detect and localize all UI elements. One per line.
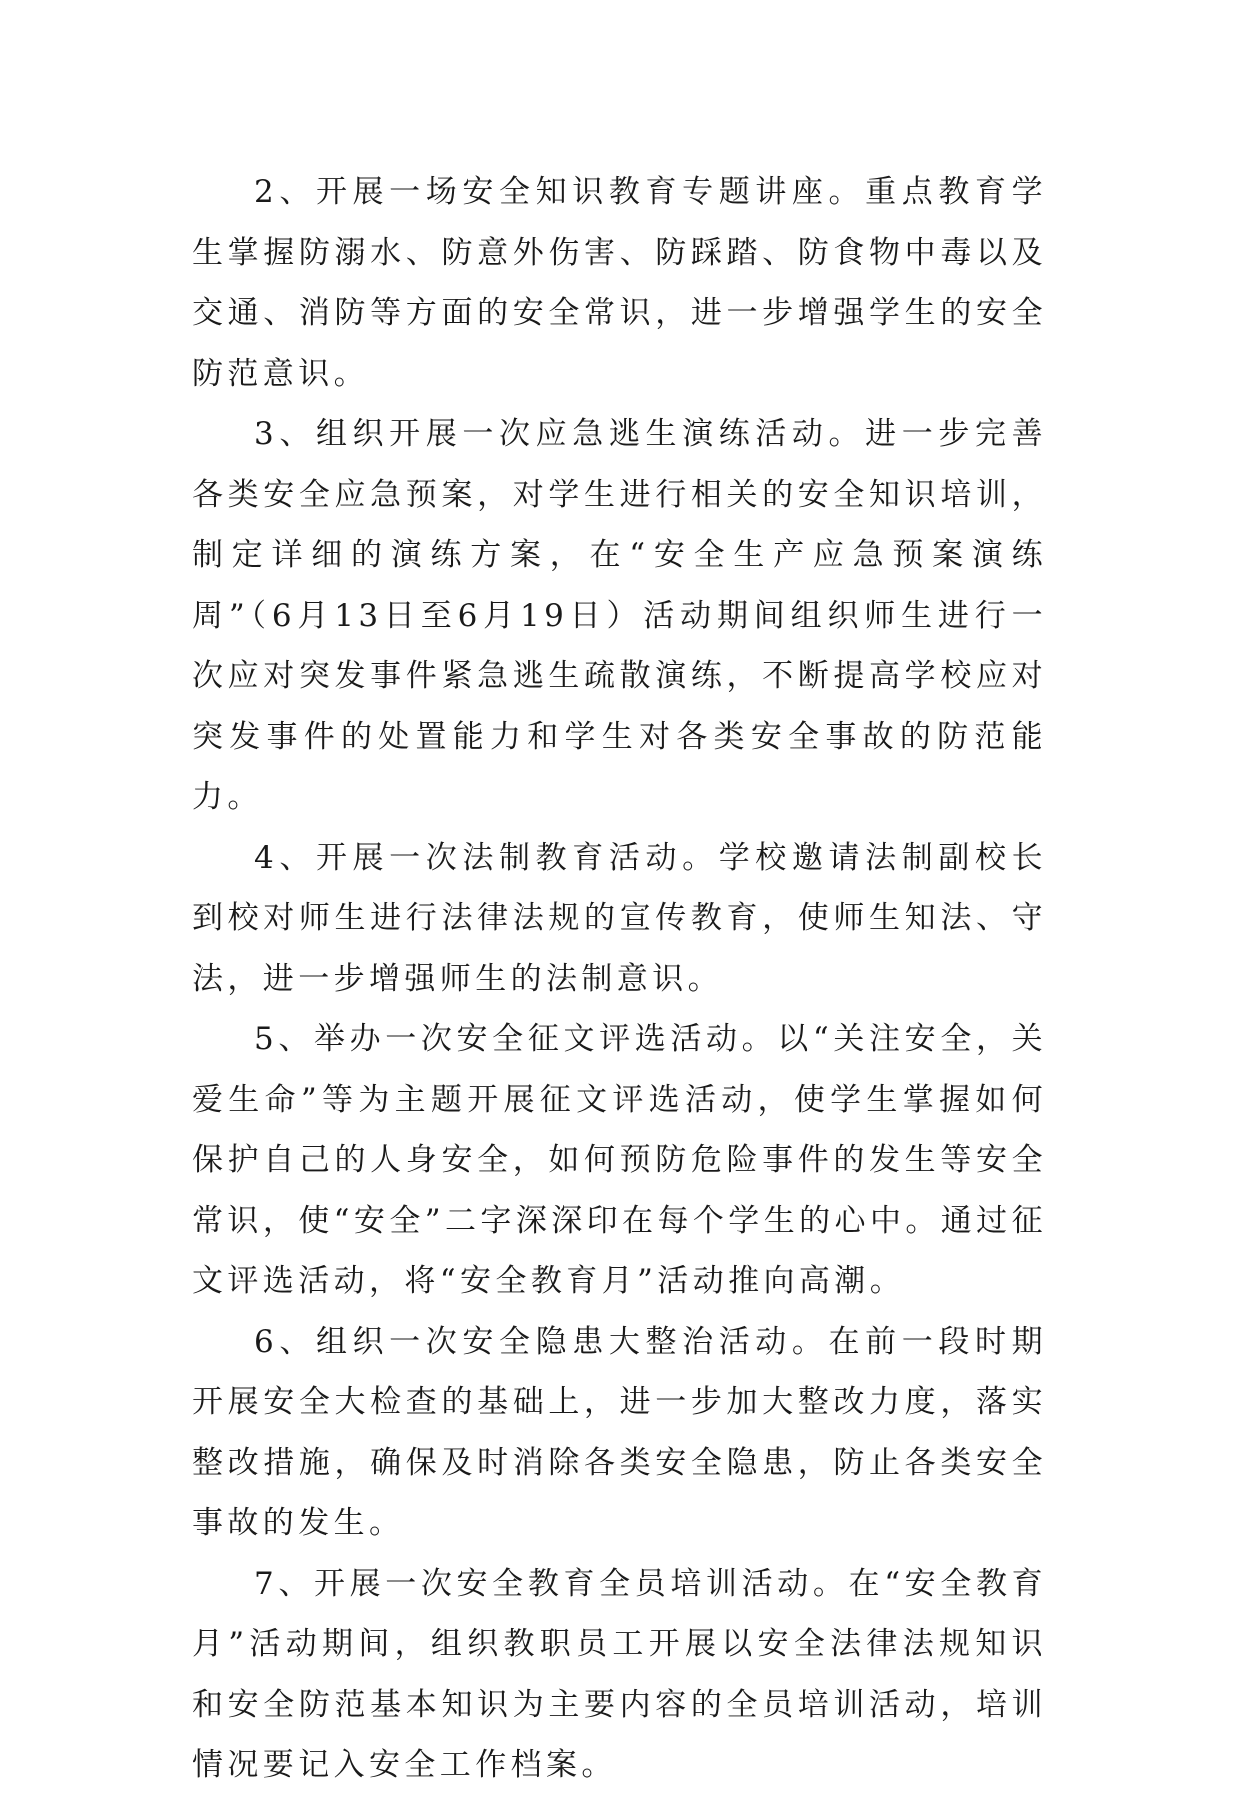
paragraph-item-5: 5、举办一次安全征文评选活动。以“关注安全，关爱生命”等为主题开展征文评选活动，使学生掌握如何保护自己的人身安全，如何预防危险事件的发生等安全常识，使“安全”二字深深印在每个学生的心中。通过征文评选活动，将“安全教育月”活动推向高潮。 (192, 1021, 1047, 1299)
paragraph-item-7: 7、开展一次安全教育全员培训活动。在“安全教育月”活动期间，组织教职员工开展以安全法律法规知识和安全防范基本知识为主要内容的全员培训活动，培训情况要记入安全工作档案。 (192, 1565, 1047, 1783)
paragraph-item-3: 3、组织开展一次应急逃生演练活动。进一步完善各类安全应急预案，对学生进行相关的安全知识培训，制定详细的演练方案，在“安全生产应急预案演练周”（6月13日至6月19日）活动期间组织师生进行一次应对突发事件紧急逃生疏散演练，不断提高学校应对突发事件的处置能力和学生对各类安全事故的防范能力。 (192, 416, 1047, 815)
paragraph-item-2: 2、开展一场安全知识教育专题讲座。重点教育学生掌握防溺水、防意外伤害、防踩踏、防食物中毒以及交通、消防等方面的安全常识，进一步增强学生的安全防范意识。 (192, 174, 1047, 392)
paragraph-item-6: 6、组织一次安全隐患大整治活动。在前一段时期开展安全大检查的基础上，进一步加大整改力度，落实整改措施，确保及时消除各类安全隐患，防止各类安全事故的发生。 (192, 1323, 1047, 1541)
document-body (192, 162, 1047, 1796)
paragraph-item-4: 4、开展一次法制教育活动。学校邀请法制副校长到校对师生进行法律法规的宣传教育，使师生知法、守法，进一步增强师生的法制意识。 (192, 839, 1047, 997)
